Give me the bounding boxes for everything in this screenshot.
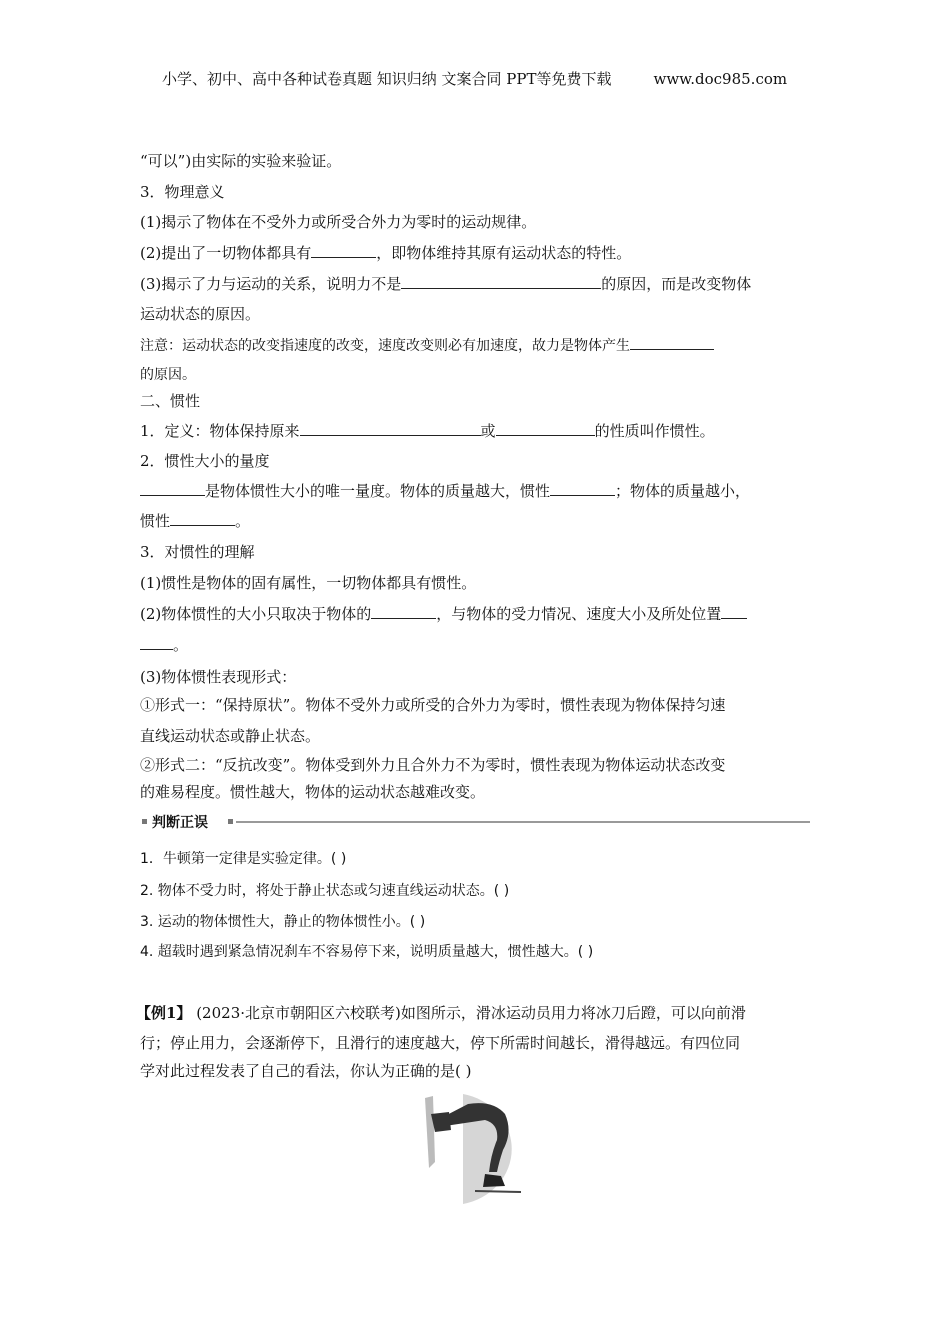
subheading: 3．物理意义 xyxy=(140,183,225,201)
text-line: 1．定义：物体保持原来 或 的性质叫作惯性。 xyxy=(140,422,715,440)
judgment-item: 2. 物体不受力时，将处于静止状态或匀速直线运动状态。( ) xyxy=(140,883,510,899)
section-title: 判断正误 xyxy=(152,815,208,831)
header-url: www.doc985.com xyxy=(653,70,788,88)
subheading: 2．惯性大小的量度 xyxy=(140,452,270,470)
fill-blank[interactable] xyxy=(630,335,714,350)
text-line: (3)物体惯性表现形式： xyxy=(140,668,297,686)
text-line: 直线运动状态或静止状态。 xyxy=(140,727,321,745)
fill-blank[interactable] xyxy=(550,481,615,496)
text-line: 的难易程度。惯性越大，物体的运动状态越难改变。 xyxy=(140,783,486,801)
fill-blank[interactable] xyxy=(371,604,436,619)
text-line: ①形式一：“保持原状”。物体不受外力或所受的合外力为零时，惯性表现为物体保持匀速 xyxy=(140,696,726,714)
note-line: 的原因。 xyxy=(140,367,196,383)
text-line: 运动状态的原因。 xyxy=(140,305,261,323)
text-line: “可以”)由实际的实验来验证。 xyxy=(140,152,342,170)
text-line: 。 xyxy=(140,635,188,655)
example-line: 【例1】 (2023·北京市朝阳区六校联考)如图所示，滑冰运动员用力将冰刀后蹬，可以向前滑 xyxy=(136,1004,746,1022)
judgment-item: 3. 运动的物体惯性大，静止的物体惯性小。( ) xyxy=(140,914,426,930)
example-line: 学对此过程发表了自己的看法，你认为正确的是( ) xyxy=(140,1062,472,1080)
fill-blank[interactable] xyxy=(721,604,747,619)
text-line: (1)惯性是物体的固有属性，一切物体都具有惯性。 xyxy=(140,574,477,592)
fill-blank[interactable] xyxy=(401,274,601,289)
page-header xyxy=(162,68,787,89)
text-line: (2)提出了一切物体都具有 ，即物体维持其原有运动状态的特性。 xyxy=(140,244,632,262)
example-line: 行；停止用力，会逐渐停下，且滑行的速度越大，停下所需时间越长，滑得越远。有四位同 xyxy=(140,1034,741,1052)
example-label: 【例1】 xyxy=(136,1004,192,1022)
text-line: (3)揭示了力与运动的关系，说明力不是 的原因，而是改变物体 xyxy=(140,275,752,293)
section-heading: 二、惯性 xyxy=(140,392,201,410)
section-bar xyxy=(140,812,810,832)
fill-blank[interactable] xyxy=(140,481,205,496)
header-text: 小学、初中、高中各种试卷真题 知识归纳 文案合同 PPT等免费下载 xyxy=(162,70,612,88)
text-line: ②形式二：“反抗改变”。物体受到外力且合外力不为零时，惯性表现为物体运动状态改变 xyxy=(140,756,726,774)
text-line: 惯性 。 xyxy=(140,512,251,530)
fill-blank[interactable] xyxy=(496,421,595,436)
text-line: 是物体惯性大小的唯一量度。物体的质量越大，惯性 ；物体的质量越小， xyxy=(140,481,750,501)
fill-blank[interactable] xyxy=(170,511,235,526)
note-line: 注意：运动状态的改变指速度的改变，速度改变则必有加速度，故力是物体产生 xyxy=(140,335,714,356)
fill-blank[interactable] xyxy=(311,243,376,258)
judgment-item: 4. 超载时遇到紧急情况刹车不容易停下来，说明质量越大，惯性越大。( ) xyxy=(140,944,594,960)
subheading: 3．对惯性的理解 xyxy=(140,543,255,561)
square-icon xyxy=(228,819,233,824)
text-line: (2)物体惯性的大小只取决于物体的 ，与物体的受力情况、速度大小及所处位置 xyxy=(140,604,747,624)
skater-image xyxy=(413,1092,538,1204)
divider xyxy=(236,821,810,823)
text-line: (1)揭示了物体在不受外力或所受合外力为零时的运动规律。 xyxy=(140,213,537,231)
judgment-item: 1．牛顿第一定律是实验定律。( ) xyxy=(140,851,347,867)
square-icon xyxy=(142,819,147,824)
fill-blank[interactable] xyxy=(300,421,481,436)
fill-blank[interactable] xyxy=(140,635,173,650)
